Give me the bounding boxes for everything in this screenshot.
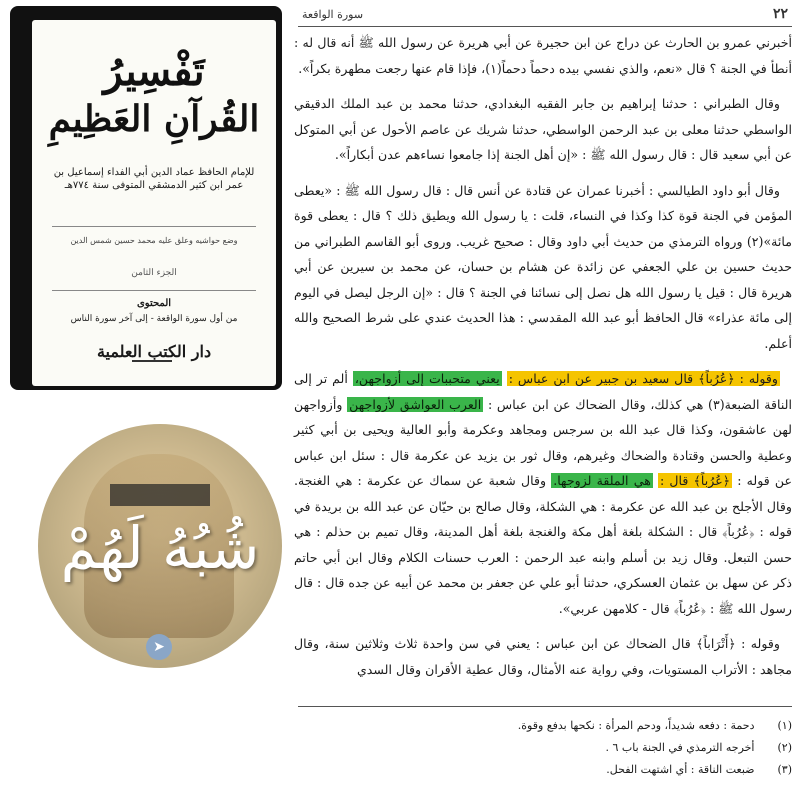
footnote-text: ضبعت الناقة : أي اشتهت الفحل.	[606, 763, 755, 776]
paragraph-4	[294, 366, 792, 621]
highlight-yellow: وقوله : ﴿عُرُباً﴾ قال سعيد بن جبير عن ابن عباس :	[508, 371, 779, 386]
paragraph-2: وقال الطبراني : حدثنا إبراهيم بن جابر الفقيه البغدادي، حدثنا محمد بن عبد الملك الدقيقي الواسطي حدثنا معلى بن عبد الرحمن الواسطي، حدثنا شريك عن عاصم الأحول عن أبي المتوكل عن أبي سعيد قال : قال رسول الله ﷺ : «إن أهل الجنة إذا جامعوا نساءهم عدن أبكاراً».	[294, 96, 792, 162]
paragraph-3: وقال أبو داود الطيالسي : أخبرنا عمران عن قتادة عن أنس قال : قال رسول الله ﷺ : «يعطى المؤمن في الجنة قوة كذا وكذا في النساء، قلت : يا رسول الله ويطيق ذلك ؟ قال : يعطى قوة مائة»(٢) ورواه الترمذي من حديث أبي داود وقال : صحيح غريب. وروى أبو القاسم الطبراني من حديث حسين بن علي الجعفي عن زائدة عن هشام بن حسان، عن محمد بن سيرين عن أبي هريرة قال : قيل يا رسول الله هل نصل إلى نسائنا في الجنة ؟ قال : «إن الرجل ليصل في اليوم إلى مائة عذراء» قال الحافظ أبو عبد الله المقدسي : هذا الحديث عندي على شرط الصحيح والله أعلم.	[294, 182, 792, 351]
cover-editor: وضع حواشيه وعلق عليه محمد حسين شمس الدين	[70, 236, 238, 245]
highlight-green: العرب العواشق لأزواجهن	[349, 396, 482, 412]
cover-title-line-1: تَفْسِيرُ	[103, 48, 205, 95]
watermark-text: شُبُهُ لَهُمْ	[60, 514, 260, 582]
footnotes	[298, 706, 792, 781]
cover-publisher: دار الكتب العلمية	[96, 342, 212, 361]
page-body	[294, 30, 792, 692]
cover-author: للإمام الحافظ عماد الدين أبي الفداء إسماعيل بن عمر ابن كثير الدمشقي المتوفى سنة ٧٧٤هـ	[53, 167, 255, 191]
book-cover	[32, 20, 276, 386]
footnote-text: أخرجه الترمذي في الجنة باب ٦ .	[605, 741, 755, 754]
footnote	[298, 759, 792, 781]
cover-title-line-2: القُرآنِ العَظِيمِ	[48, 98, 260, 140]
highlight-yellow: ﴿عُرُباً﴾ قال :	[660, 473, 731, 488]
telegram-icon: ➤	[146, 634, 172, 660]
text-run: وقال شعبة عن سماك عن عكرمة : هي الغنجة. وقال الأجلح بن عبد الله عن عكرمة : هي الشكلة، وقال صالح بن حيّان عن عبد الله بن بريدة في قوله : ﴿عُرُباً﴾ قال : الشكلة بلغة أهل مكة والغنجة بلغة أهل المدينة، وقال تميم بن حذلم : هي حسن التبعل. وقال زيد بن أسلم وابنه عبد الرحمن : العرب حسنات الكلام وقال ابن أبي حاتم ذكر عن سهل بن عثمان العسكري، حدثنا أبو علي عن جعفر بن محمد عن أبيه عن جده قال : قال رسول الله ﷺ : ﴿عُرُباً﴾ قال - كلامهن عربي».	[294, 473, 792, 616]
cover-contents: من أول سورة الواقعة - إلى آخر سورة الناس	[70, 314, 238, 324]
publisher-logo-icon	[132, 360, 172, 370]
footnote-number: (٢)	[777, 741, 792, 754]
text-run: ألم تر إلى الناقة الضبعة(٣) هي كذلك، وقال الضحاك عن ابن عباس :	[294, 371, 792, 412]
cover-divider	[52, 290, 256, 291]
footnote	[298, 737, 792, 759]
cover-contents-label: المحتوى	[136, 298, 172, 309]
paragraph-5: وقوله : ﴿أَتْرَاباً﴾ قال الضحاك عن ابن عباس : يعني في سن واحدة ثلاث وثلاثين سنة، وقال مجاهد : الأتراب المستويات، وفي رواية عنه الأمثال، وقال عطية الأقران وقال السدي	[294, 636, 792, 677]
footnote-number: (١)	[777, 719, 792, 732]
paragraph-1: أخبرني عمرو بن الحارث عن دراج عن ابن حجيرة عن أبي هريرة عن رسول الله ﷺ أنه قال له : أنطأ في الجنة ؟ قال «نعم، والذي نفسي بيده دحماً دحماً(١)، فإذا قام عنها رجعت مطهرة بكراً».	[294, 35, 792, 76]
cover-divider	[52, 226, 256, 227]
text-run: وأزواجهن لهن عاشقون، وكذا قال عبد الله بن سرجس ومجاهد وعكرمة وأبو العالية ويحيى بن أبي كثير وعطية والحسن وقتادة والضحاك وغيرهم، وقال ثور بن يزيد عن عكرمة قال : سئل ابن عباس عن قوله :	[294, 396, 792, 488]
page-header	[298, 4, 792, 27]
page-number: ٢٢	[772, 6, 788, 22]
surah-name: سورة الواقعة	[302, 8, 364, 21]
footnote-number: (٣)	[777, 763, 792, 776]
footnote-text: دحمة : دفعه شديداً، ودحم المرأة : نكحها بدفع وقوة.	[517, 719, 755, 732]
cover-frame	[10, 6, 282, 390]
blindfold-icon	[110, 484, 210, 506]
highlight-green: يعني متحببات إلى أزواجهن،	[354, 371, 500, 386]
highlight-green: هي الملقة لزوجها.	[553, 473, 651, 488]
footnote	[298, 715, 792, 737]
book-page	[290, 0, 800, 800]
cover-volume: الجزء الثامن	[131, 268, 177, 278]
